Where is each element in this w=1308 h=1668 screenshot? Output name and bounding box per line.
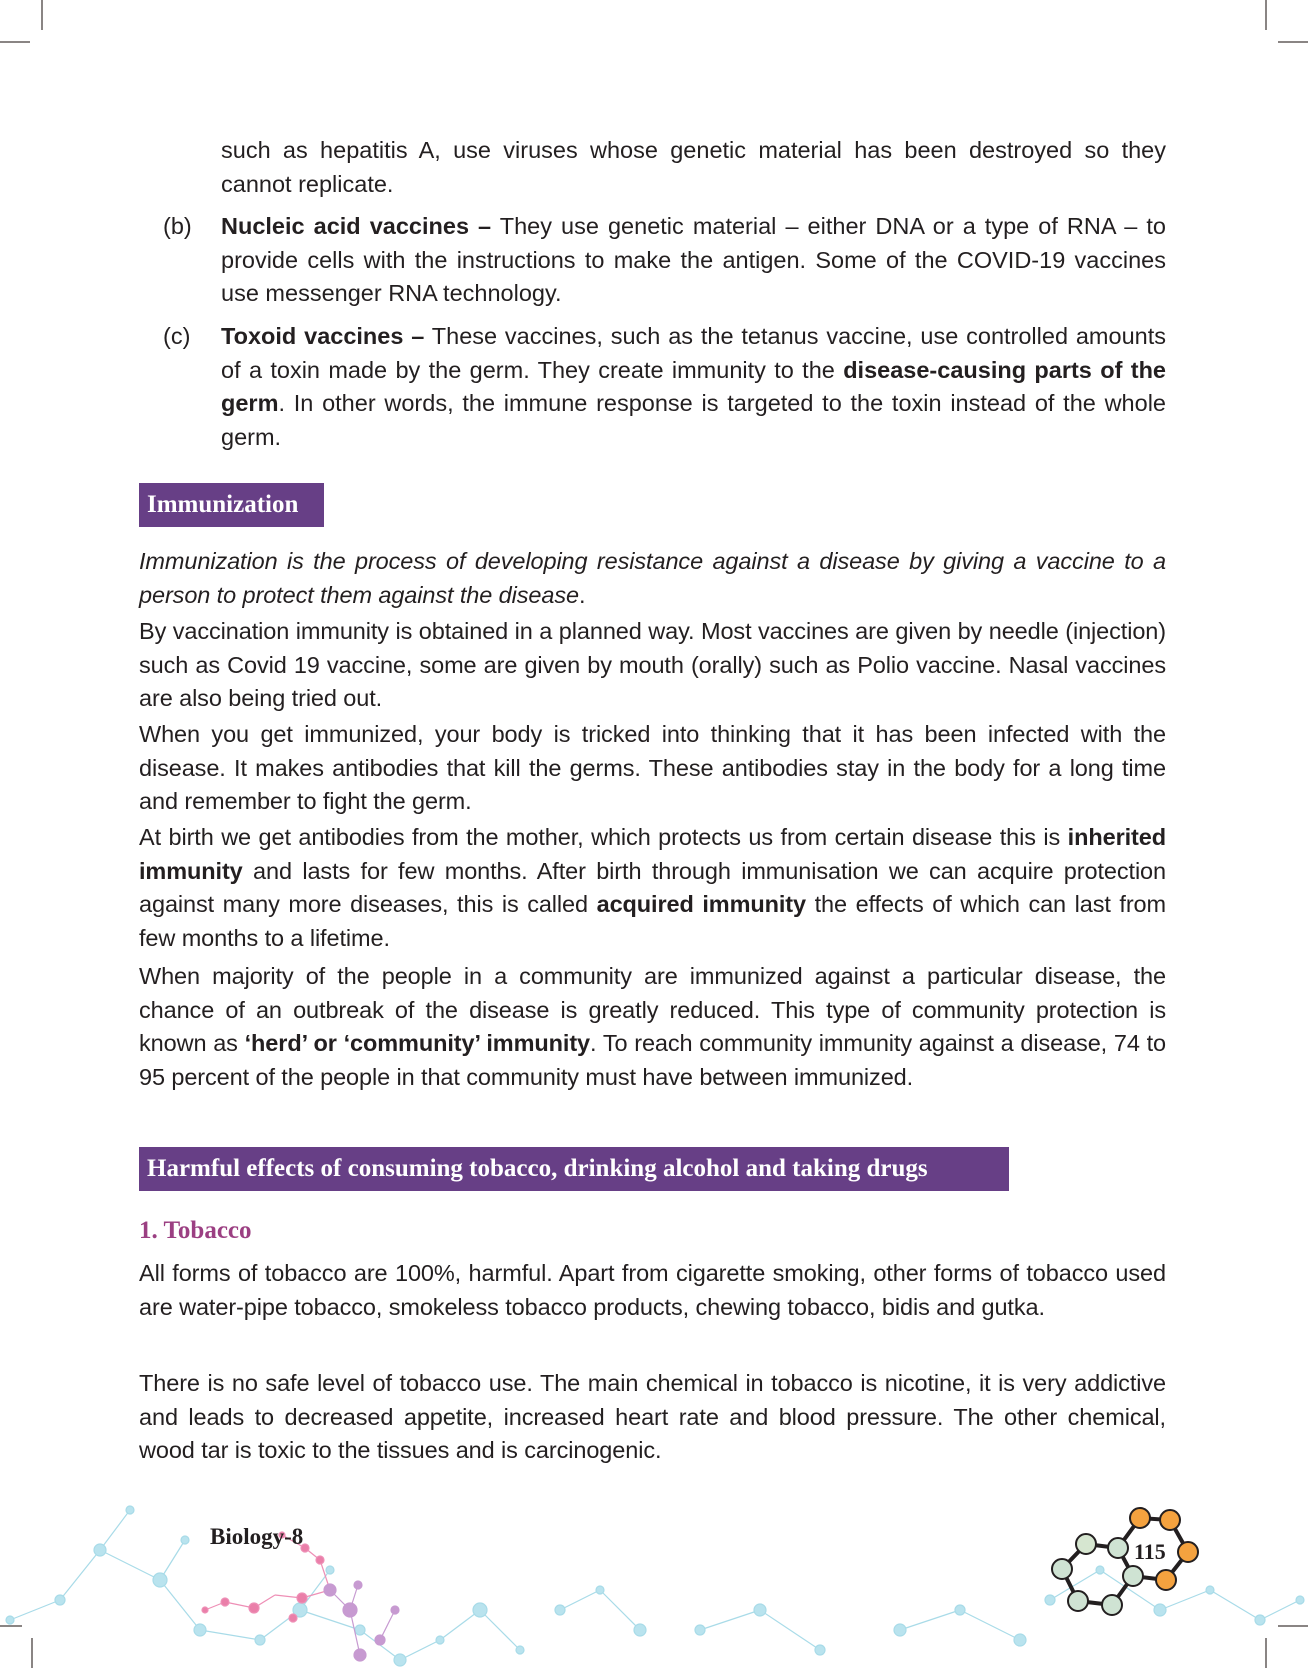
molecule-network-decoration — [0, 1480, 1308, 1668]
list-item-text: such as hepatitis A, use viruses whose genetic material has been destroyed so they cannot replicate. — [221, 137, 1166, 197]
crop-mark — [41, 0, 43, 30]
text: . To reach community immunity against a disease, 74 to 95 percent of the people in that community must have between immunized. — [139, 1030, 1167, 1090]
text: When majority of the people in a community are immunized against a particular disease, the chance of an outbreak of the disease is greatly reduced. This type of community protection is known as — [139, 963, 1166, 1056]
text: and lasts for few months. After birth through immunisation we can acquire protection against many more diseases, this is called — [139, 857, 1166, 917]
paragraph: By vaccination immunity is obtained in a planned way. Most vaccines are given by needle (injection) such as Covid 19 vaccine, some are given by mouth (orally) such as Polio vaccine. Nasal vaccines are also being tried out. — [139, 618, 1166, 711]
immunization-definition — [139, 545, 1166, 612]
crop-mark — [1265, 0, 1267, 30]
crop-mark — [1278, 41, 1308, 43]
text: At birth we get antibodies from the mother, which protects us from certain disease this is — [139, 824, 1068, 850]
definition-text: These vaccines, such as the tetanus vaccine, use controlled amounts of a toxin made by the germ. They create immunity to the — [221, 323, 1166, 383]
paragraph: When you get immunized, your body is tricked into thinking that it has been infected with the disease. It makes antibodies that kill the germs. These antibodies stay in the body for a long time and remember to fight the germ. — [139, 721, 1166, 814]
paragraph: All forms of tobacco are 100%, harmful. Apart from cigarette smoking, other forms of tobacco used are water-pipe tobacco, smokeless tobacco products, chewing tobacco, bidis and gutka. — [139, 1260, 1166, 1320]
section-heading-harmful-effects: Harmful effects of consuming tobacco, drinking alcohol and taking drugs — [139, 1147, 1009, 1191]
page-number: 115 — [1134, 1539, 1166, 1564]
bold-term: acquired immunity — [596, 891, 806, 917]
section-heading-immunization: Immunization — [139, 483, 324, 527]
book-title-footer: Biology-8 — [210, 1524, 304, 1549]
term-nucleic-acid-vaccines: Nucleic acid vaccines – — [221, 213, 492, 239]
bold-phrase: disease-causing parts of the germ — [221, 356, 1166, 416]
crop-mark — [0, 41, 30, 43]
paragraph — [139, 821, 1166, 955]
definition-italic: Immunization is the process of developing resistance against a disease by giving a vaccine to a person to protect them against the disease — [139, 548, 1166, 608]
subheading-tobacco: 1. Tobacco — [139, 1217, 252, 1244]
list-item-text — [221, 320, 1166, 454]
list-marker: (b) — [163, 213, 192, 239]
paragraph: There is no safe level of tobacco use. The main chemical in tobacco is nicotine, it is very addictive and leads to decreased appetite, increased heart rate and blood pressure. The other chemical, wood tar is toxic to the tissues and is carcinogenic. — [139, 1370, 1166, 1463]
text: the effects of which can last from few months to a lifetime. — [139, 891, 1166, 951]
bold-term: inherited immunity — [139, 824, 1166, 884]
paragraph — [139, 960, 1166, 1094]
definition-text: . In other words, the immune response is targeted to the toxin instead of the whole germ. — [221, 390, 1166, 450]
term-toxoid-vaccines: Toxoid vaccines – — [221, 323, 425, 349]
list-item-text — [221, 210, 1166, 311]
bold-term: ‘herd’ or ‘community’ immunity — [244, 1030, 591, 1056]
period: . — [578, 581, 586, 608]
list-marker: (c) — [163, 323, 191, 349]
definition-text: They use genetic material – either DNA or a type of RNA – to provide cells with the instructions to make the antigen. Some of the COVID-19 vaccines use messenger RNA technology. — [221, 213, 1167, 306]
